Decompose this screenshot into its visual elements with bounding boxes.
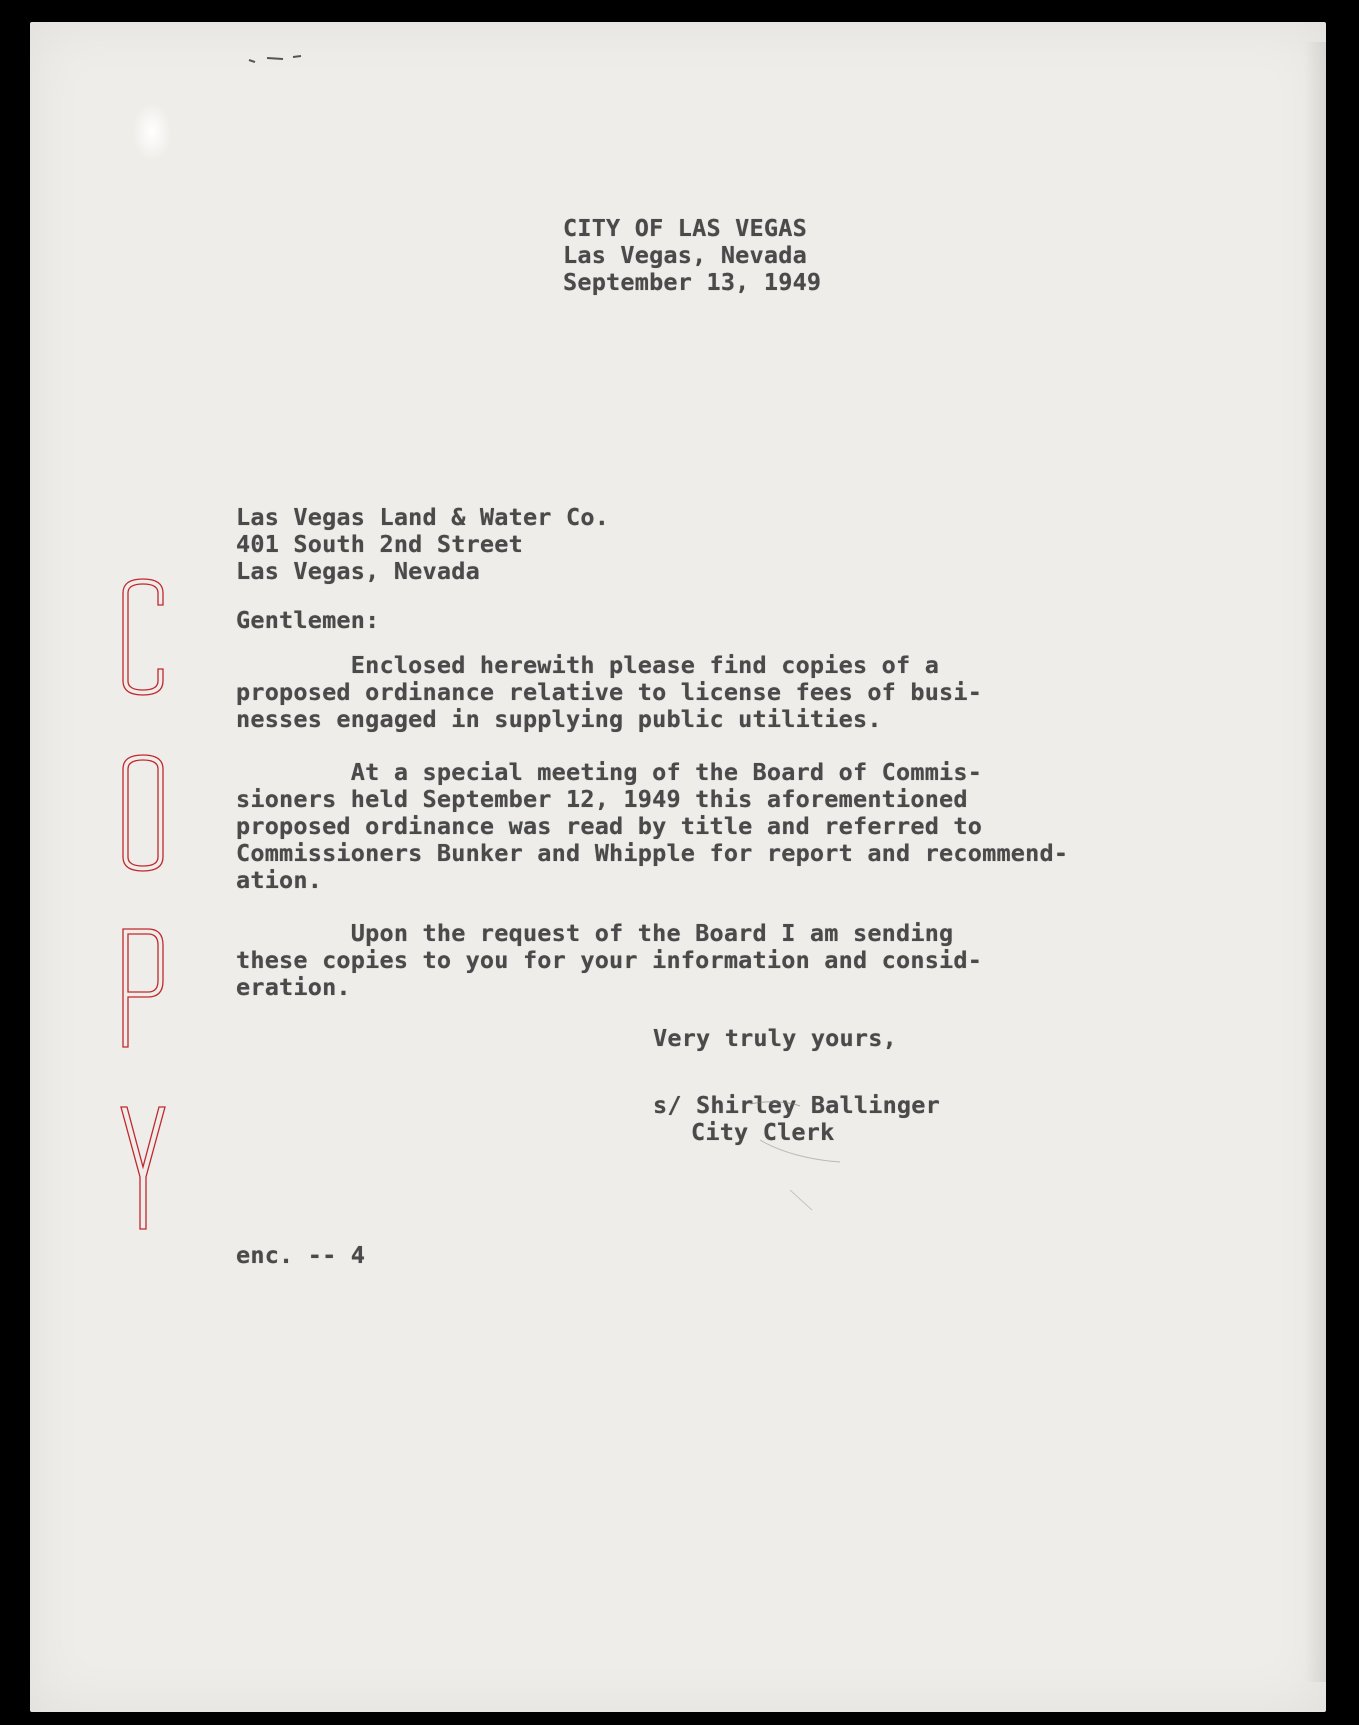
paragraph-3-line: Upon the request of the Board I am sending [236,919,954,947]
paragraph-3-line: these copies to you for your information and consid- [236,946,983,974]
stamp-letter-c [123,579,163,695]
paragraph-2-line: Commissioners Bunker and Whipple for report and recommend- [236,839,1069,867]
paragraph-2-line: proposed ordinance was read by title and referred to [236,812,983,840]
signature-scribble-icon [720,1100,860,1220]
paragraph-2-line: sioners held September 12, 1949 this aforementioned [236,785,968,813]
stamp-letter-p [123,929,163,1047]
enclosure-note: enc. -- 4 [236,1241,366,1269]
pencil-mark-icon [245,52,315,68]
letterhead-location: Las Vegas, Nevada [563,241,807,269]
paragraph-3-line: eration. [236,973,351,1001]
paragraph-2-line: ation. [236,866,323,894]
letterhead-city: CITY OF LAS VEGAS [563,214,807,242]
salutation: Gentlemen: [236,606,380,634]
addressee-city: Las Vegas, Nevada [236,557,480,585]
paper-tear [132,102,172,162]
signature-line: s/ Shirley Ballinger [653,1091,940,1119]
letter-date: September 13, 1949 [563,268,822,296]
stamp-letter-o [123,755,163,871]
addressee-street: 401 South 2nd Street [236,530,523,558]
addressee-name: Las Vegas Land & Water Co. [236,503,610,531]
copy-stamp [118,577,168,1237]
paragraph-2-line: At a special meeting of the Board of Commis- [236,758,983,786]
stamp-letter-y [121,1107,165,1229]
signer-title: City Clerk [691,1118,835,1146]
document-page [30,22,1326,1712]
paragraph-1-line: proposed ordinance relative to license fees of busi- [236,678,983,706]
paragraph-1-line: nesses engaged in supplying public utilities. [236,705,882,733]
complimentary-close: Very truly yours, [653,1024,897,1052]
paragraph-1-line: Enclosed herewith please find copies of a [236,651,940,679]
